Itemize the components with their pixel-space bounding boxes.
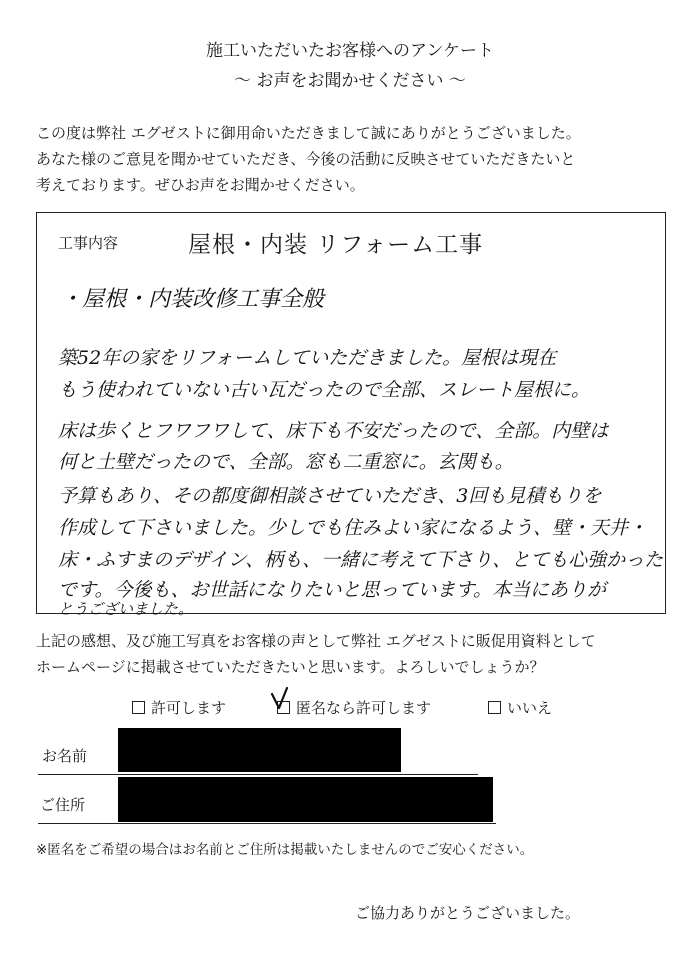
check-mark-icon — [269, 686, 295, 712]
address-underline — [38, 823, 496, 824]
option-allow[interactable] — [132, 697, 226, 718]
handwritten-line: 何と土壁だったので、全部。窓も二重窓に。玄関も。 — [58, 451, 514, 473]
handwritten-line: とうございました。 — [58, 600, 194, 618]
question-line: ホームページに掲載させていただきたいと思います。よろしいでしょうか？ — [36, 658, 545, 676]
address-redacted — [118, 777, 493, 822]
checkbox-allow[interactable] — [132, 701, 145, 714]
work-type: 屋根・内装 リフォーム工事 — [188, 232, 484, 258]
name-redacted — [118, 728, 401, 772]
option-no[interactable] — [488, 697, 552, 718]
intro-paragraph — [36, 120, 676, 198]
option-anonymous[interactable] — [277, 697, 431, 718]
handwritten-line: 床は歩くとフワフワして、床下も不安だったので、全部。内壁は — [58, 420, 609, 442]
handwritten-summary: ・屋根・内装改修工事全般 — [60, 287, 325, 312]
name-label: お名前 — [42, 747, 88, 765]
checkbox-no[interactable] — [488, 701, 501, 714]
address-label: ご住所 — [40, 796, 86, 814]
handwritten-line: です。今後も、お世話になりたいと思っています。本当にありが — [58, 579, 606, 601]
survey-title: 施工いただいたお客様へのアンケート — [206, 41, 494, 61]
permission-question — [36, 628, 676, 680]
option-no-label: いいえ — [507, 699, 553, 717]
survey-subtitle: ～ お声をお聞かせください ～ — [234, 71, 466, 91]
closing-message: ご協力ありがとうございました。 — [355, 904, 581, 922]
privacy-note: ※匿名をご希望の場合はお名前とご住所は掲載いたしませんのでご安心ください。 — [36, 842, 534, 858]
intro-line: あなた様のご意見を聞かせていただき、今後の活動に反映させていただきたいと — [36, 150, 576, 168]
handwritten-line: 予算もあり、その都度御相談させていただき、3回も見積もりを — [58, 485, 602, 507]
work-content-label: 工事内容 — [58, 234, 119, 252]
handwritten-line: 作成して下さいました。少しでも住みよい家になるよう、壁・天井・ — [58, 517, 648, 539]
intro-line: 考えております。ぜひお声をお聞かせください。 — [36, 176, 365, 194]
intro-line: この度は弊社 エグゼストに御用命いただきまして誠にありがとうございました。 — [36, 124, 581, 142]
handwritten-line: 築52年の家をリフォームしていただきました。屋根は現在 — [58, 347, 557, 369]
handwritten-line: もう使われていない古い瓦だったので全部、スレート屋根に。 — [58, 379, 591, 401]
checkbox-anonymous[interactable] — [277, 701, 290, 714]
option-anonymous-label: 匿名なら許可します — [296, 699, 432, 717]
question-line: 上記の感想、及び施工写真をお客様の声として弊社 エグゼストに販促用資料として — [36, 632, 596, 650]
handwritten-line: 床・ふすまのデザイン、柄も、一緒に考えて下さり、とても心強かった — [58, 549, 664, 571]
option-allow-label: 許可します — [151, 699, 227, 717]
name-underline — [38, 774, 478, 775]
